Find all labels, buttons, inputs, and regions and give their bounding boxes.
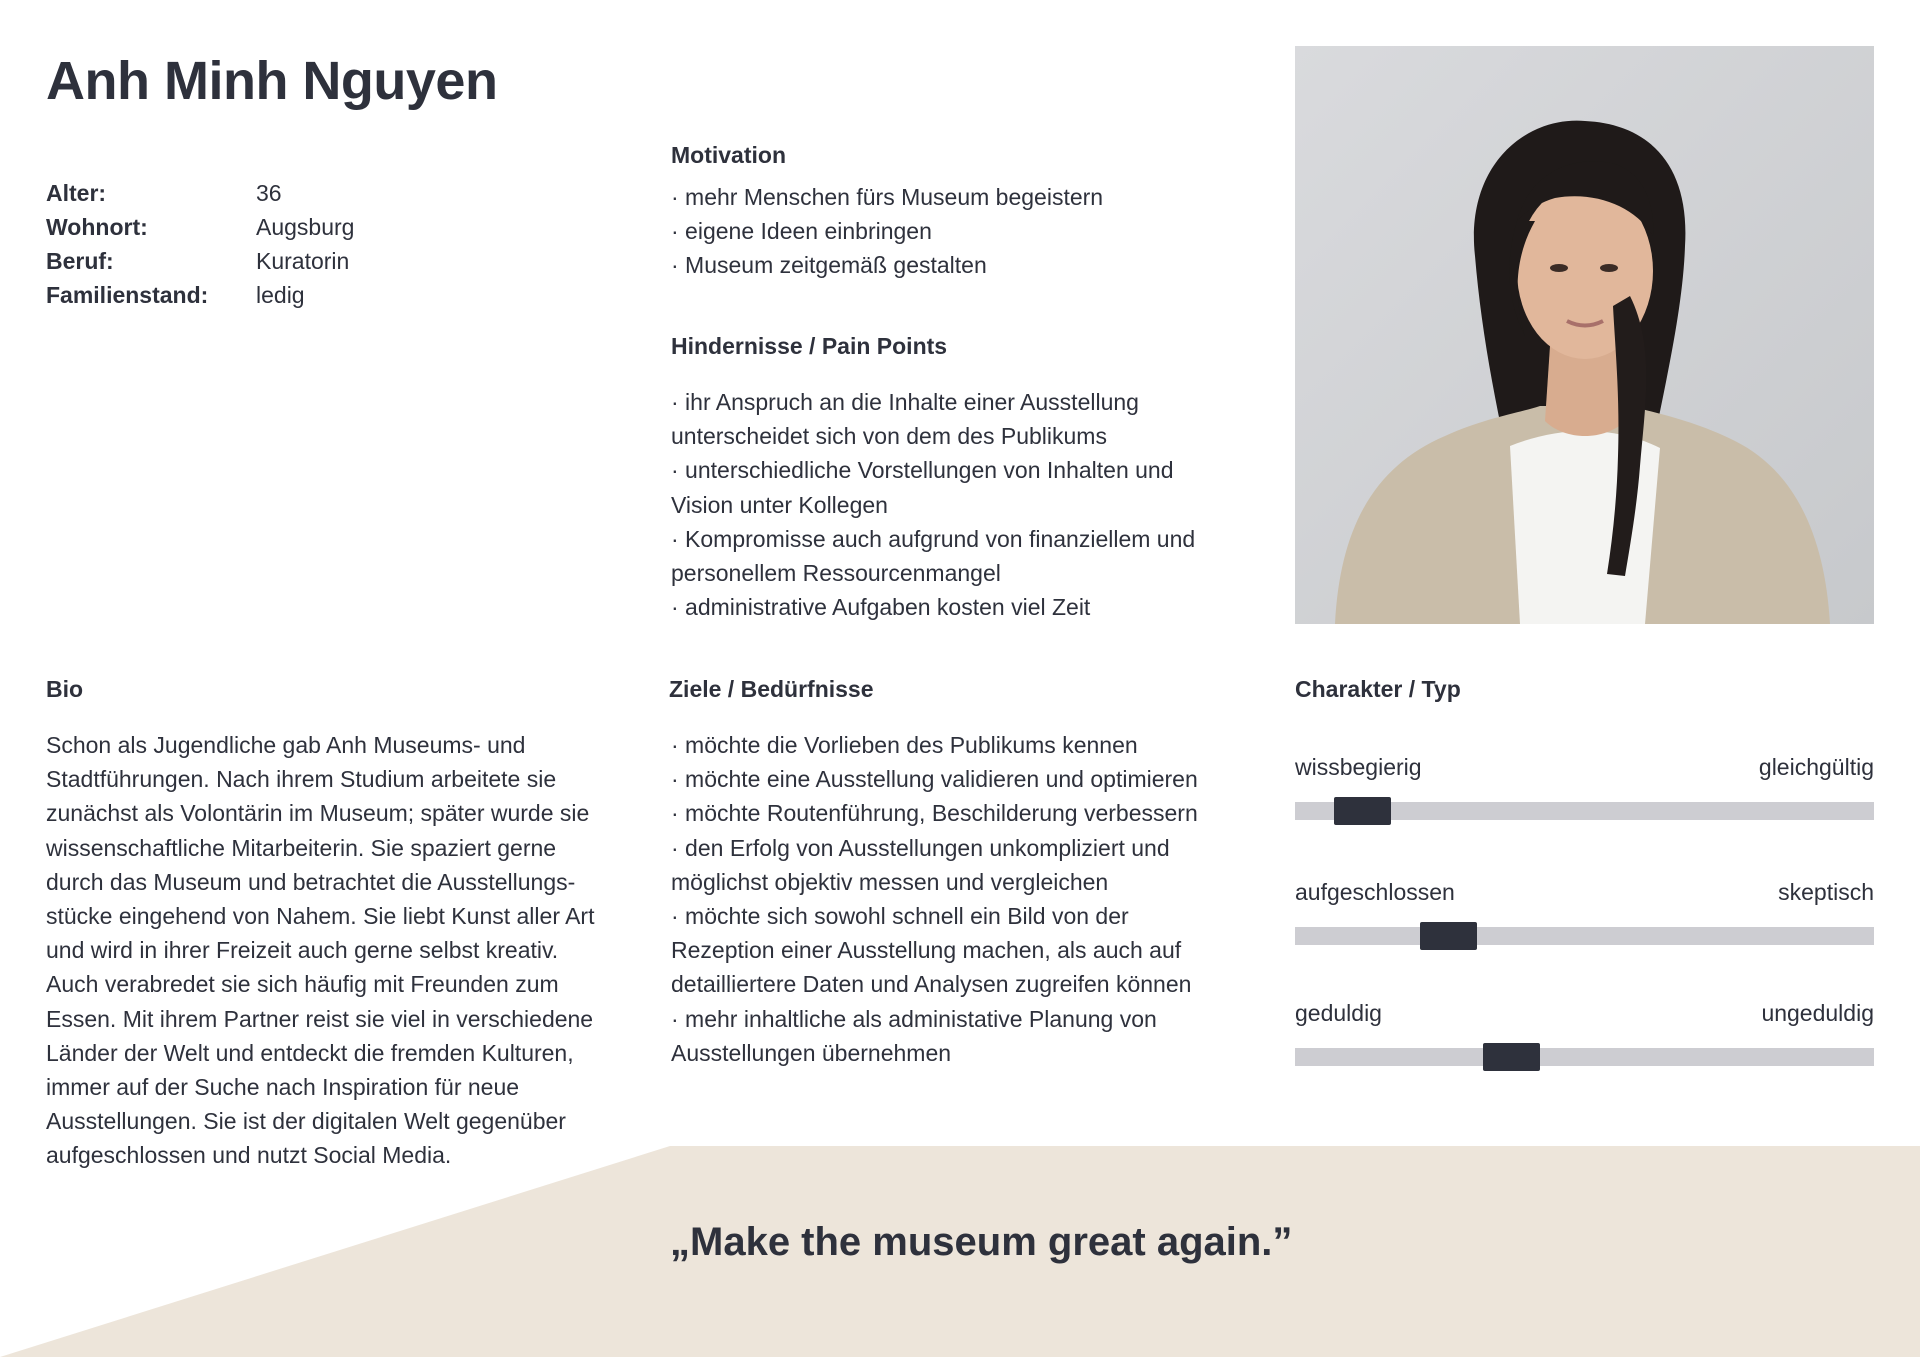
slider-track	[1295, 1048, 1874, 1066]
goal-line: · möchte Routenführung, Beschilderung verbessern	[671, 800, 1198, 827]
slider-track	[1295, 802, 1874, 820]
goal-line: Rezeption einer Ausstellung machen, als auch auf	[671, 937, 1182, 964]
fact-row-marital-status	[46, 278, 354, 312]
bio-title: Bio	[46, 676, 84, 702]
bio-line: wissenschaftliche Mitarbeiterin. Sie spaziert gerne	[46, 834, 557, 861]
pain-point-line: Vision unter Kollegen	[671, 491, 888, 518]
bio-line: stücke eingehend von Nahem. Sie liebt Kunst aller Art	[46, 903, 595, 930]
fact-row-age	[46, 176, 354, 210]
fact-row-profession	[46, 244, 354, 278]
persona-quote: „Make the museum great again.”	[670, 1220, 1293, 1264]
fact-label: Familienstand:	[46, 281, 209, 308]
portrait-illustration	[1295, 46, 1874, 624]
goals-title: Ziele / Bedürfnisse	[669, 676, 874, 702]
goal-line: detailliertere Daten und Analysen zugreifen können	[671, 971, 1192, 998]
bio-line: durch das Museum und betrachtet die Ausstellungs-	[46, 868, 576, 895]
fact-label: Wohnort:	[46, 213, 148, 240]
fact-value: Kuratorin	[256, 247, 350, 274]
pain-points-title: Hindernisse / Pain Points	[671, 333, 948, 359]
motivation-list	[671, 180, 1103, 283]
bio-text	[46, 728, 595, 1173]
slider-knob	[1420, 922, 1477, 950]
motivation-item: · mehr Menschen fürs Museum begeistern	[671, 184, 1104, 210]
fact-label: Alter:	[46, 179, 107, 206]
slider-left-label: aufgeschlossen	[1295, 879, 1455, 905]
bio-line: immer auf der Suche nach Inspiration für neue	[46, 1074, 520, 1101]
bio-line: Schon als Jugendliche gab Anh Museums- und	[46, 732, 526, 758]
slider-knob	[1483, 1043, 1540, 1071]
pain-point-line: personellem Ressourcenmangel	[671, 560, 1001, 587]
bio-line: Ausstellungen. Sie ist der digitalen Welt gegenüber	[46, 1108, 566, 1135]
persona-facts	[46, 176, 354, 312]
bio-line: Essen. Mit ihrem Partner reist sie viel in verschiedene	[46, 1005, 594, 1032]
bio-line: zunächst als Volontärin im Museum; später wurde sie	[46, 800, 590, 827]
goal-line: · möchte sich sowohl schnell ein Bild von der	[671, 903, 1129, 930]
goal-line: möglichst objektiv messen und vergleichen	[671, 868, 1109, 895]
fact-value: Augsburg	[256, 213, 355, 240]
pain-point-line: · ihr Anspruch an die Inhalte einer Ausstellung	[671, 389, 1139, 415]
trait-slider-curiosity	[1295, 754, 1874, 824]
slider-knob	[1334, 797, 1391, 825]
slider-right-label: gleichgültig	[1758, 754, 1874, 780]
motivation-item: · Museum zeitgemäß gestalten	[671, 252, 987, 279]
character-title: Charakter / Typ	[1295, 676, 1461, 702]
persona-portrait-photo	[1295, 46, 1874, 624]
goal-line: · mehr inhaltliche als administative Planung von	[671, 1005, 1157, 1032]
pain-point-line: unterscheidet sich von dem des Publikums	[671, 423, 1107, 450]
goal-line: · möchte eine Ausstellung validieren und optimieren	[671, 766, 1198, 793]
fact-value: ledig	[256, 281, 305, 308]
goal-line: · möchte die Vorlieben des Publikums kennen	[671, 732, 1138, 758]
motivation-title: Motivation	[671, 142, 786, 168]
pain-point-line: · unterschiedliche Vorstellungen von Inhalten und	[671, 457, 1174, 484]
slider-track	[1295, 927, 1874, 945]
persona-name: Anh Minh Nguyen	[46, 51, 498, 111]
slider-left-label: wissbegierig	[1295, 754, 1422, 780]
fact-row-residence	[46, 210, 354, 244]
pain-points-list	[671, 385, 1195, 624]
fact-label: Beruf:	[46, 247, 114, 274]
bio-line: aufgeschlossen und nutzt Social Media.	[46, 1142, 452, 1169]
bio-line: Länder der Welt und entdeckt die fremden Kulturen,	[46, 1039, 574, 1066]
goal-line: · den Erfolg von Ausstellungen unkompliziert und	[671, 834, 1170, 861]
fact-value: 36	[256, 179, 282, 206]
trait-slider-patience	[1295, 1000, 1874, 1070]
slider-right-label: ungeduldig	[1761, 1000, 1874, 1026]
trait-slider-openness	[1295, 879, 1874, 949]
slider-left-label: geduldig	[1295, 1000, 1382, 1026]
pain-point-line: · administrative Aufgaben kosten viel Zeit	[671, 594, 1091, 621]
motivation-item: · eigene Ideen einbringen	[671, 218, 932, 245]
bio-line: und wird in ihrer Freizeit auch gerne selbst kreativ.	[46, 937, 559, 964]
goal-line: Ausstellungen übernehmen	[671, 1039, 952, 1066]
bio-line: Stadtführungen. Nach ihrem Studium arbeitete sie	[46, 766, 557, 793]
goals-list	[671, 728, 1198, 1070]
bio-line: Auch verabredet sie sich häufig mit Freunden zum	[46, 971, 559, 998]
pain-point-line: · Kompromisse auch aufgrund von finanziellem und	[671, 525, 1196, 552]
slider-right-label: skeptisch	[1778, 879, 1874, 905]
